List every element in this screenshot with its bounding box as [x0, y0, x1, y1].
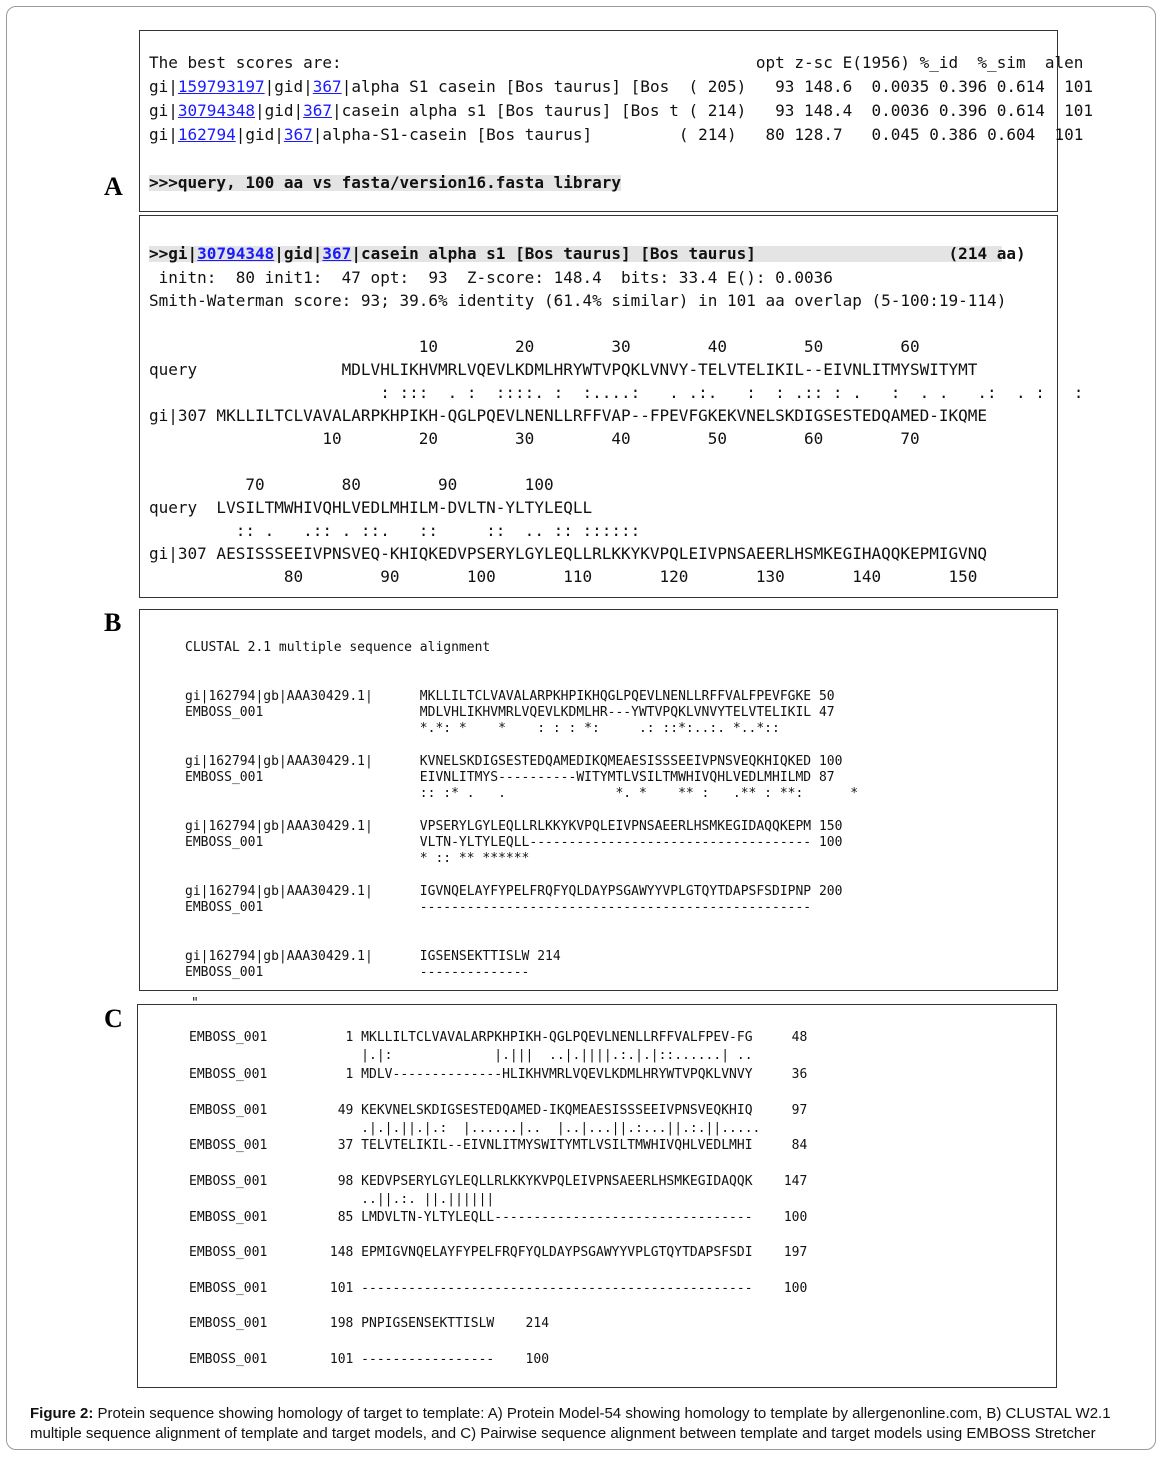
match-line: : ::: . : ::::. : :....: . .:. : : .:: : . : . . .: . : : [149, 383, 1084, 402]
emboss-row: EMBOSS_001 101 -------------------------------------------------- 100 [189, 1281, 808, 1296]
emboss-match-line: |.|: |.||| ..|.||||.:.|.|::......| .. [189, 1048, 753, 1063]
hit-prefix: gi| [149, 101, 178, 120]
target-sequence: EMBOSS_001 -------------------------------------------------- [185, 900, 812, 915]
hit-accession-link[interactable]: 30794348 [177, 101, 255, 120]
target-sequence: EMBOSS_001 EIVNLITMYS----------WITYMTLVSILTMWHIVQHLVEDLMHILMD 87 [185, 770, 835, 785]
consensus-line: *.*: * * : : : *: .: ::*:..:. *..*:: [185, 721, 780, 736]
ruler-bottom: 10 20 30 40 50 60 70 [149, 429, 920, 448]
panel-a-hit-alignment [139, 215, 1084, 598]
hit-gid-label: |gid| [235, 125, 284, 144]
hit-row [149, 127, 1083, 143]
emboss-row: EMBOSS_001 85 LMDVLTN-YLTYLEQLL--------------------------------- 100 [189, 1210, 808, 1225]
hit-title-gid-link[interactable]: 367 [322, 244, 352, 263]
panel-b-clustal-alignment [139, 609, 1058, 991]
panel-label-c: C [104, 1004, 123, 1033]
hit-description: |alpha S1 casein [Bos taurus] [Bos ( 205) 93 148.6 0.0035 0.396 0.614 101 [341, 77, 1094, 96]
hit-accession-link[interactable]: 159793197 [177, 77, 265, 96]
template-sequence: gi|162794|gb|AAA30429.1| VPSERYLGYLEQLLRLKKYKVPQLEIVPNSAEERLHSMKEGIDAQQKEPM 150 [185, 819, 843, 834]
query-library-line: >>>query, 100 aa vs fasta/version16.fasta library [149, 173, 622, 192]
ruler-top: 10 20 30 40 50 60 [149, 337, 920, 356]
match-line: :: . .:: . ::. :: :: .. :: :::::: [149, 521, 641, 540]
scores-header: The best scores are: opt z-sc E(1956) %_id %_sim alen [149, 53, 1084, 72]
hit-gid-label: |gid| [264, 77, 313, 96]
library-sequence: gi|307 AESISSSEEIVPNSVEQ-KHIQKEDVPSERYLGYLEQLLRLKKYKVPQLEIVPNSAEERLHSMKEGIHAQQKEPMIGVNQ [149, 544, 988, 563]
hit-title-accession-link[interactable]: 30794348 [197, 244, 275, 263]
hit-description: |casein alpha s1 [Bos taurus] [Bos t ( 214) 93 148.4 0.0036 0.396 0.614 101 [332, 101, 1094, 120]
hit-gid-link[interactable]: 367 [283, 125, 313, 144]
consensus-line: :: :* . . *. * ** : .** : **: * [185, 786, 859, 801]
template-sequence: gi|162794|gb|AAA30429.1| KVNELSKDIGSESTEDQAMEDIKQMEAESISSSEEIVPNSVEQKHIQKED 100 [185, 754, 843, 769]
panel-label-b: B [104, 608, 122, 637]
panel-label-a: A [104, 172, 123, 201]
hit-scores: initn: 80 init1: 47 opt: 93 Z-score: 148.4 bits: 33.4 E(): 0.0036 [149, 268, 833, 287]
target-sequence: EMBOSS_001 -------------- [185, 965, 530, 980]
hit-description: |alpha-S1-casein [Bos taurus] ( 214) 80 128.7 0.045 0.386 0.604 101 [312, 125, 1084, 144]
target-sequence: EMBOSS_001 VLTN-YLTYLEQLL------------------------------------ 100 [185, 835, 843, 850]
consensus-line: * :: ** ****** [185, 851, 530, 866]
ruler-bottom: 80 90 100 110 120 130 140 150 [149, 567, 978, 586]
caption-label: Figure 2: [30, 1405, 94, 1422]
library-sequence: gi|307 MKLLILTCLVAVALARPKHPIKH-QGLPQEVLNENLLRFFVAP--FPEVFGKEKVNELSKDIGSESTEDQAMED-IKQME [149, 406, 988, 425]
panel-c-emboss-alignment [137, 996, 1057, 1388]
query-sequence: query MDLVHLIKHVMRLVQEVLKDMLHRYWTVPQKLVNVY-TELVTELIKIL--EIVNLITMYSWITYMT [149, 360, 978, 379]
emboss-match-line: .|.|.||.|.: |......|.. |..|...||.:...||.:.||..... [189, 1121, 761, 1136]
emboss-row: EMBOSS_001 37 TELVTELIKIL--EIVNLITMYSWITYMTLVSILTMWHIVQHLVEDLMHI 84 [189, 1138, 808, 1153]
panel-a-best-scores [139, 30, 1094, 212]
emboss-row: EMBOSS_001 1 MDLV--------------HLIKHVMRLVQEVLKDMLHRYWTVPQKLVNVY 36 [189, 1067, 808, 1082]
emboss-row: EMBOSS_001 198 PNPIGSENSEKTTISLW 214 [189, 1316, 550, 1331]
template-sequence: gi|162794|gb|AAA30429.1| IGVNQELAYFYPELFRQFYQLDAYPSGAWYYVPLGTQYTDAPSFSDIPNP 200 [185, 884, 843, 899]
hit-gid-label: |gid| [254, 101, 304, 120]
target-sequence: EMBOSS_001 MDLVHLIKHVMRLVQEVLKDMLHR---YWTVPQKLVNVYTELVTELIKIL 47 [185, 705, 835, 720]
hit-title-gid-label: |gid| [274, 244, 323, 263]
hit-accession-link[interactable]: 162794 [177, 125, 236, 144]
clustal-title: CLUSTAL 2.1 multiple sequence alignment [185, 640, 491, 655]
hit-title-description: |casein alpha s1 [Bos taurus] [Bos taurus] (214 aa) [351, 244, 1026, 263]
emboss-row: EMBOSS_001 98 KEDVPSERYLGYLEQLLRLKKYKVPQLEIVPNSAEERLHSMKEGIDAQQK 147 [189, 1174, 808, 1189]
caption-text: Protein sequence showing homology of target to template: A) Protein Model-54 showing homology to template by allergenonline.com, B) CLUSTAL W2.1 multiple sequence alignment of template and target models, and C) Pairwise sequence alignment between template and target models using EMBOSS Stretcher [30, 1405, 1111, 1442]
tick-mark: " [191, 996, 199, 1011]
template-sequence: gi|162794|gb|AAA30429.1| MKLLILTCLVAVALARPKHPIKHQGLPQEVLNENLLRFFVALFPEVFGKE 50 [185, 689, 835, 704]
emboss-row: EMBOSS_001 49 KEKVNELSKDIGSESTEDQAMED-IKQMEAESISSSEEIVPNSVEQKHIQ 97 [189, 1103, 808, 1118]
hit-prefix: gi| [149, 125, 178, 144]
emboss-row: EMBOSS_001 1 MKLLILTCLVAVALARPKHPIKH-QGLPQEVLNENLLRFFVALFPEV-FG 48 [189, 1030, 808, 1045]
template-sequence: gi|162794|gb|AAA30429.1| IGSENSEKTTISLW 214 [185, 949, 561, 964]
hit-row [149, 79, 1093, 95]
emboss-row: EMBOSS_001 101 ----------------- 100 [189, 1352, 550, 1367]
ruler-top: 70 80 90 100 [149, 475, 554, 494]
figure-caption [30, 1404, 1140, 1444]
hit-gid-link[interactable]: 367 [303, 101, 333, 120]
hit-gid-link[interactable]: 367 [312, 77, 342, 96]
smith-waterman-line: Smith-Waterman score: 93; 39.6% identity (61.4% similar) in 101 aa overlap (5-100:19-114) [149, 291, 1007, 310]
emboss-match-line: ..||.:. ||.|||||| [189, 1192, 495, 1207]
query-sequence: query LVSILTMWHIVQHLVEDLMHILM-DVLTN-YLTYLEQLL [149, 498, 593, 517]
hit-prefix: gi| [149, 77, 178, 96]
hit-title-prefix: >>gi| [149, 244, 198, 263]
hit-title [149, 244, 1026, 263]
hit-row [149, 103, 1093, 119]
emboss-row: EMBOSS_001 148 EPMIGVNQELAYFYPELFRQFYQLDAYPSGAWYYVPLGTQYTDAPSFSDI 197 [189, 1245, 808, 1260]
